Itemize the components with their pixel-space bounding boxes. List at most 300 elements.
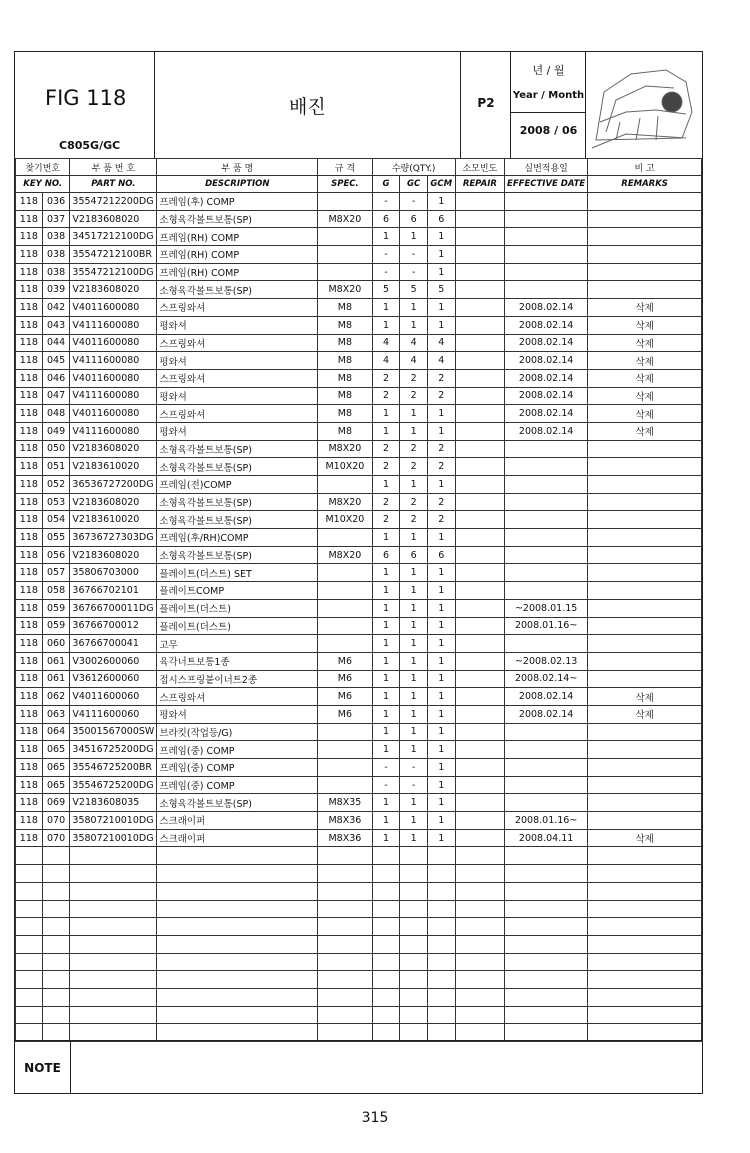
empty-cell [505,900,588,918]
description-cell: 평와셔 [157,705,318,723]
key-cell: 038 [42,246,70,264]
table-row [16,670,702,688]
repair-cell [455,723,504,741]
key-cell: 064 [42,723,70,741]
table-row [16,193,702,211]
empty-cell [318,882,372,900]
description-cell: 소형육각볼트보통(SP) [157,440,318,458]
table-row [16,546,702,564]
effective-date-cell: 2008.02.14 [505,299,588,317]
empty-cell [318,953,372,971]
qty-gc-cell: 1 [400,599,427,617]
remarks-cell [588,511,702,529]
qty-gc-cell: 1 [400,723,427,741]
empty-row [16,935,702,953]
fig-cell: 118 [16,422,43,440]
effective-date-cell [505,794,588,812]
description-cell: 스프링와셔 [157,334,318,352]
empty-cell [318,988,372,1006]
qty-gcm-cell: 1 [427,829,455,847]
spec-cell: M8X20 [318,546,372,564]
description-cell: 소형육각볼트보통(SP) [157,794,318,812]
qty-g-cell: 1 [372,529,400,547]
qty-gc-cell: 2 [400,493,427,511]
qty-gc-cell: - [400,776,427,794]
repair-cell [455,511,504,529]
qty-gc-cell: 1 [400,688,427,706]
empty-cell [70,988,157,1006]
qty-g-cell: 1 [372,670,400,688]
repair-cell [455,263,504,281]
col-key: KEY NO. [16,176,70,193]
table-row [16,705,702,723]
description-cell: 스프링와셔 [157,405,318,423]
part-number-cell: V2183610020 [70,458,157,476]
effective-date-cell [505,564,588,582]
part-number-cell: 35547212200DG [70,193,157,211]
spec-cell [318,246,372,264]
description-cell: 소형육각볼트보통(SP) [157,493,318,511]
part-number-cell: 35807210010DG [70,812,157,830]
effective-date-cell [505,281,588,299]
remarks-cell [588,776,702,794]
qty-g-cell: - [372,246,400,264]
repair-cell [455,422,504,440]
part-number-cell: V2183608020 [70,546,157,564]
spec-cell: M8X20 [318,281,372,299]
empty-cell [455,971,504,989]
empty-cell [318,971,372,989]
part-number-cell: V4111600080 [70,316,157,334]
remarks-cell [588,246,702,264]
table-row [16,776,702,794]
table-row [16,617,702,635]
spec-cell [318,599,372,617]
remarks-cell [588,759,702,777]
empty-cell [427,971,455,989]
spec-cell: M8 [318,422,372,440]
qty-g-cell: 1 [372,582,400,600]
empty-cell [400,847,427,865]
empty-cell [427,935,455,953]
key-cell: 059 [42,599,70,617]
effective-date-cell [505,759,588,777]
key-cell: 047 [42,387,70,405]
part-number-cell: 35807210010DG [70,829,157,847]
key-cell: 063 [42,705,70,723]
fig-cell: 118 [16,299,43,317]
part-number-cell: V4011600060 [70,688,157,706]
qty-gcm-cell: 1 [427,812,455,830]
qty-gcm-cell: 1 [427,316,455,334]
key-cell: 049 [42,422,70,440]
empty-cell [318,918,372,936]
empty-cell [588,865,702,883]
part-number-cell: 34517212100DG [70,228,157,246]
spec-cell [318,228,372,246]
empty-cell [157,971,318,989]
repair-cell [455,493,504,511]
empty-cell [505,847,588,865]
effective-date-cell [505,741,588,759]
remarks-cell [588,458,702,476]
empty-cell [455,1024,504,1042]
key-cell: 046 [42,369,70,387]
combine-harvester-icon [586,52,704,158]
effective-date-cell [505,440,588,458]
empty-cell [455,935,504,953]
spec-cell [318,582,372,600]
table-row [16,352,702,370]
part-number-cell: V4011600080 [70,299,157,317]
key-cell: 050 [42,440,70,458]
description-cell: 프레임(중) COMP [157,759,318,777]
empty-cell [588,882,702,900]
remarks-cell: 삭제 [588,352,702,370]
part-number-cell: V4111600080 [70,352,157,370]
repair-cell [455,387,504,405]
part-number-cell: V4111600060 [70,705,157,723]
empty-cell [400,935,427,953]
empty-cell [157,847,318,865]
part-number-cell: 36736727303DG [70,529,157,547]
qty-g-cell: 4 [372,334,400,352]
qty-gc-cell: 2 [400,387,427,405]
remarks-cell [588,476,702,494]
key-cell: 060 [42,635,70,653]
empty-cell [157,988,318,1006]
fig-cell: 118 [16,458,43,476]
remarks-cell [588,599,702,617]
qty-gc-cell: - [400,263,427,281]
qty-gcm-cell: 1 [427,476,455,494]
qty-gc-cell: 1 [400,476,427,494]
qty-g-cell: 1 [372,723,400,741]
remarks-cell [588,546,702,564]
qty-g-cell: 1 [372,299,400,317]
spec-cell: M8 [318,316,372,334]
repair-cell [455,688,504,706]
empty-cell [42,900,70,918]
parts-sheet [14,51,703,1094]
description-cell: 프레임(중) COMP [157,741,318,759]
key-cell: 037 [42,210,70,228]
empty-cell [427,882,455,900]
empty-cell [157,1024,318,1042]
remarks-cell [588,228,702,246]
col-remarks: REMARKS [588,176,702,193]
part-number-cell: 35001567000SW [70,723,157,741]
description-cell: 고무 [157,635,318,653]
empty-cell [455,865,504,883]
qty-gcm-cell: 5 [427,281,455,299]
empty-cell [16,882,43,900]
remarks-cell [588,812,702,830]
part-number-cell: 35547212100DG [70,263,157,281]
part-number-cell: V4111600080 [70,387,157,405]
table-row [16,599,702,617]
qty-g-cell: 1 [372,564,400,582]
header-row-kr [16,159,702,176]
qty-g-cell: 2 [372,458,400,476]
part-number-cell: 35806703000 [70,564,157,582]
remarks-cell [588,617,702,635]
spec-cell [318,759,372,777]
repair-cell [455,564,504,582]
effective-date-cell [505,193,588,211]
empty-cell [588,1006,702,1024]
qty-gc-cell: 1 [400,422,427,440]
spec-cell [318,635,372,653]
spec-cell: M8 [318,334,372,352]
remarks-cell: 삭제 [588,299,702,317]
qty-g-cell: 1 [372,422,400,440]
qty-gc-cell: 2 [400,458,427,476]
header-row-en [16,176,702,193]
spec-cell: M8X36 [318,829,372,847]
spec-cell: M8 [318,405,372,423]
empty-cell [372,882,400,900]
empty-cell [505,971,588,989]
remarks-cell [588,794,702,812]
description-cell: 평와셔 [157,316,318,334]
key-cell: 038 [42,263,70,281]
empty-cell [372,918,400,936]
spec-cell: M6 [318,652,372,670]
fig-cell: 118 [16,582,43,600]
repair-cell [455,599,504,617]
part-number-cell: V2183608020 [70,210,157,228]
empty-cell [372,847,400,865]
table-row [16,281,702,299]
key-cell: 057 [42,564,70,582]
repair-cell [455,741,504,759]
col-repair-kr: 소모빈도 [455,159,504,176]
empty-cell [16,1006,43,1024]
table-row [16,299,702,317]
key-cell: 065 [42,776,70,794]
fig-cell: 118 [16,405,43,423]
table-row [16,582,702,600]
key-cell: 039 [42,281,70,299]
empty-cell [157,1006,318,1024]
empty-cell [16,988,43,1006]
description-cell: 소형육각볼트보통(SP) [157,511,318,529]
col-part-kr: 부 품 번 호 [70,159,157,176]
col-qty-kr: 수량(QTY.) [372,159,455,176]
qty-gc-cell: - [400,759,427,777]
empty-cell [70,1024,157,1042]
col-date-kr: 실번적용일 [505,159,588,176]
repair-cell [455,652,504,670]
fig-cell: 118 [16,228,43,246]
table-row [16,387,702,405]
effective-date-cell [505,458,588,476]
description-cell: 프레임(중) COMP [157,776,318,794]
empty-cell [455,882,504,900]
qty-gcm-cell: 1 [427,776,455,794]
effective-date-cell [505,511,588,529]
fig-cell: 118 [16,652,43,670]
fig-cell: 118 [16,281,43,299]
empty-cell [372,1024,400,1042]
spec-cell: M8 [318,352,372,370]
part-number-cell: 36766702101 [70,582,157,600]
qty-gcm-cell: 2 [427,493,455,511]
qty-gcm-cell: 1 [427,652,455,670]
table-row [16,688,702,706]
empty-cell [42,847,70,865]
spec-cell: M8X20 [318,210,372,228]
fig-cell: 118 [16,599,43,617]
effective-date-cell: ~2008.02.13 [505,652,588,670]
spec-cell: M8 [318,387,372,405]
page-code-box [461,52,511,158]
repair-cell [455,210,504,228]
empty-cell [16,935,43,953]
col-remarks-kr: 비 고 [588,159,702,176]
empty-cell [455,953,504,971]
qty-gcm-cell: 1 [427,193,455,211]
col-desc-kr: 부 품 명 [157,159,318,176]
description-cell: 스프링와셔 [157,299,318,317]
table-row [16,564,702,582]
effective-date-cell [505,246,588,264]
description-cell: 스크래이퍼 [157,812,318,830]
empty-cell [318,935,372,953]
qty-gc-cell: 2 [400,369,427,387]
key-cell: 036 [42,193,70,211]
part-number-cell: 35547212100BR [70,246,157,264]
empty-cell [70,900,157,918]
empty-cell [588,988,702,1006]
repair-cell [455,405,504,423]
qty-g-cell: - [372,193,400,211]
effective-date-cell: 2008.02.14 [505,334,588,352]
empty-cell [505,918,588,936]
description-cell: 소형육각볼트보통(SP) [157,458,318,476]
description-cell: 평와셔 [157,352,318,370]
empty-cell [427,1006,455,1024]
remarks-cell [588,263,702,281]
empty-row [16,988,702,1006]
remarks-cell [588,210,702,228]
spec-cell [318,741,372,759]
table-row [16,246,702,264]
fig-cell: 118 [16,688,43,706]
effective-date-cell [505,723,588,741]
empty-cell [505,935,588,953]
qty-gc-cell: 2 [400,511,427,529]
table-row [16,529,702,547]
part-number-cell: V2183608020 [70,493,157,511]
spec-cell: M8 [318,299,372,317]
remarks-cell [588,440,702,458]
qty-g-cell: 1 [372,812,400,830]
empty-cell [427,1024,455,1042]
effective-date-cell [505,546,588,564]
table-row [16,422,702,440]
qty-g-cell: 2 [372,493,400,511]
title-box [155,52,461,158]
figure-box [15,52,155,158]
repair-cell [455,759,504,777]
description-cell: 플레이트(더스트) SET [157,564,318,582]
empty-cell [70,953,157,971]
description-cell: 프레임(RH) COMP [157,263,318,281]
fig-cell: 118 [16,193,43,211]
note-label: NOTE [15,1041,71,1094]
remarks-cell: 삭제 [588,422,702,440]
key-cell: 051 [42,458,70,476]
fig-cell: 118 [16,511,43,529]
qty-gc-cell: 1 [400,617,427,635]
effective-date-cell [505,263,588,281]
repair-cell [455,334,504,352]
key-cell: 052 [42,476,70,494]
fig-cell: 118 [16,776,43,794]
qty-g-cell: 4 [372,352,400,370]
qty-gcm-cell: 1 [427,228,455,246]
part-number-cell: 36766700041 [70,635,157,653]
spec-cell [318,263,372,281]
spec-cell [318,193,372,211]
parts-body [16,193,702,1042]
description-cell: 스프링와셔 [157,369,318,387]
spec-cell: M6 [318,688,372,706]
fig-cell: 118 [16,263,43,281]
key-cell: 062 [42,688,70,706]
table-row [16,652,702,670]
remarks-cell: 삭제 [588,405,702,423]
qty-gcm-cell: 1 [427,670,455,688]
empty-row [16,918,702,936]
empty-cell [455,988,504,1006]
empty-cell [372,900,400,918]
col-gc: GC [400,176,427,193]
empty-row [16,971,702,989]
table-row [16,723,702,741]
description-cell: 접시스프링붙이너트2종 [157,670,318,688]
table-row [16,263,702,281]
fig-cell: 118 [16,387,43,405]
qty-g-cell: 2 [372,440,400,458]
description-cell: 육각너트보통1종 [157,652,318,670]
qty-gcm-cell: 1 [427,688,455,706]
note-area [15,1040,702,1094]
spec-cell: M8X35 [318,794,372,812]
repair-cell [455,546,504,564]
spec-cell [318,564,372,582]
qty-gcm-cell: 1 [427,599,455,617]
remarks-cell [588,741,702,759]
fig-cell: 118 [16,705,43,723]
fig-cell: 118 [16,723,43,741]
table-row [16,493,702,511]
qty-g-cell: 1 [372,405,400,423]
qty-g-cell: 1 [372,228,400,246]
fig-cell: 118 [16,440,43,458]
description-cell: 브라킷(작업등/G) [157,723,318,741]
table-row [16,829,702,847]
description-cell: 프레임(후/RH)COMP [157,529,318,547]
spec-cell [318,529,372,547]
spec-cell: M8X20 [318,493,372,511]
description-cell: 스프링와셔 [157,688,318,706]
qty-gcm-cell: 1 [427,617,455,635]
remarks-cell [588,193,702,211]
empty-cell [42,918,70,936]
